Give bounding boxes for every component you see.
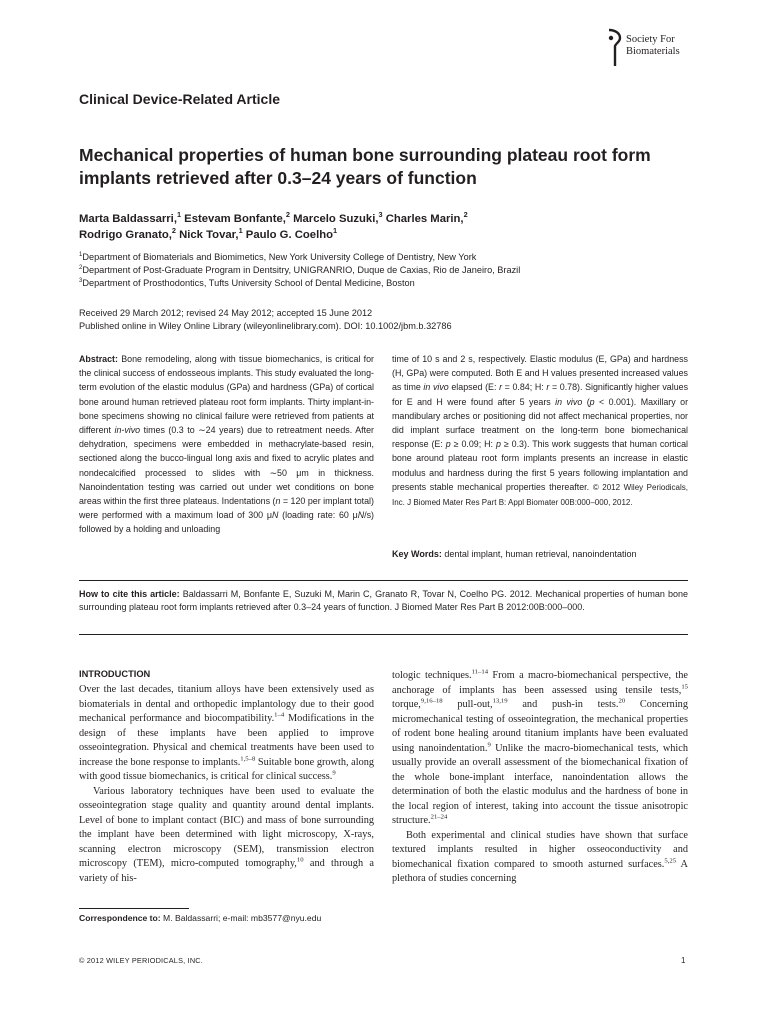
divider [79, 634, 688, 635]
author-name: Nick Tovar, [175, 229, 239, 241]
body-text: Over the last decades, titanium alloys have been extensively used as biomaterials in dental and orthopedic implantology due to their good mechanical performance and biocompatibility. [79, 684, 374, 724]
body-text: and through a variety of his- [79, 858, 374, 884]
article-category: Clinical Device-Related Article [79, 91, 281, 107]
society-for-biomaterials-logo [606, 28, 716, 70]
body-text: Various laboratory techniques have been used to evaluate the osseointegration stage quality and quantity around dental implants. Level of bone to implant contact (BIC) and mass of bone surrounding the implant have been determined with light microscopy, X-rays, scanning electron microscopy (SEM), transmission electron microscopy (TEM), micro-computed tomography, [79, 785, 374, 869]
abstract-italic: n [275, 496, 281, 507]
body-text: A plethora of studies concerning [392, 858, 688, 884]
abstract-text: time of 10 s and 2 s, respectively. Elastic modulus (E, GPa) and hardness (H, GPa) were computed. Both E and H values presented increased values as time [392, 354, 688, 393]
abstract-text: elapsed (E: [448, 382, 500, 393]
citation-ref: 5,25 [664, 857, 677, 865]
keywords-text: dental implant, human retrieval, nanoindentation [441, 549, 637, 559]
author-list [79, 211, 699, 243]
citation-ref: 9 [487, 741, 491, 749]
abstract-text: (loading rate: 60 μ [278, 510, 358, 521]
affiliation-number: 2 [79, 264, 83, 271]
author-affiliation-mark: 1 [176, 210, 182, 220]
logo-line-2: Biomaterials [626, 46, 680, 57]
affiliation-number: 1 [79, 251, 83, 258]
citation-ref: 11–14 [471, 668, 489, 676]
citation-ref: 9 [332, 769, 336, 777]
author-name: Rodrigo Granato, [79, 229, 172, 241]
body-text: and push-in tests. [507, 699, 619, 710]
citation-ref: 20 [618, 697, 626, 705]
body-text: Modifications in the design of these implants have been applied to improve osseointegration. Physical and chemical treatments have been used to increase the bone response to implants. [79, 713, 374, 768]
cite-text: Baldassarri M, Bonfante E, Suzuki M, Marin C, Granato R, Tovar N, Coelho PG. 2012. Mechanical properties of human bone surrounding plateau root form implants retrieved after 0.3–24 years of function. J Biomed Mater Res Part B 2012:00B:000–000. [79, 589, 688, 612]
abstract-column-left [79, 352, 374, 537]
author-name: Charles Marin, [382, 213, 464, 225]
correspondence-text: M. Baldassarri; e-mail: mb3577@nyu.edu [160, 913, 322, 923]
abstract-text: = 0.84; H: [502, 382, 547, 393]
abstract-text: ≥ 0.09; H: [450, 439, 496, 450]
body-paragraph [79, 683, 374, 785]
abstract-text: = 120 per implant total) were performed with a maximum load of 300 μ [79, 496, 374, 521]
body-paragraph [392, 829, 688, 887]
affiliation-list [79, 251, 699, 290]
article-title: Mechanical properties of human bone surrounding plateau root form implants retrieved after 0.3–24 years of function [79, 145, 651, 188]
keywords [392, 548, 688, 561]
body-text: Unlike the macro-biomechanical tests, which usually provide an overall assessment of the biomechanical fixation of the whole bone-implant interface, nanoindentation allows the determination of both the elastic modulus and the hardness of bone in the local region of interest, taking into account the tissue anisotropic structure. [392, 742, 688, 826]
cite-label: How to cite this article: [79, 589, 180, 599]
body-text: Both experimental and clinical studies have shown that surface textured implants resulted in higher osseoconductivity and biomechanical fixation compared to smooth asturned surfaces. [392, 829, 688, 870]
body-column-left [79, 683, 374, 886]
abstract-italic: N [271, 510, 279, 521]
received-dates: Received 29 March 2012; revised 24 May 2012; accepted 15 June 2012 [79, 308, 373, 318]
abstract-italic: r [499, 382, 503, 393]
affiliation-item [79, 264, 699, 277]
page-number: 1 [681, 956, 686, 965]
abstract-column-right [392, 352, 688, 510]
logo-line-1: Society For [626, 34, 675, 45]
abstract-text: < 0.001). Maxillary or mandibulary arches or positioning did not affect mechanical properties, nor did implant surface treatment on the long-term bone biomechanical response (E: [392, 396, 689, 450]
author-name: Paulo G. Coelho [242, 229, 334, 241]
abstract-label: Abstract: [79, 354, 118, 364]
affiliation-text: Department of Prosthodontics, Tufts University School of Dental Medicine, Boston [82, 278, 415, 288]
abstract-italic: p [589, 396, 595, 407]
abstract-text: = 0.78). Significantly higher values for E and H were found after 5 years [392, 382, 689, 407]
keywords-label: Key Words: [392, 549, 442, 559]
citation-ref: 1,5–8 [240, 755, 256, 763]
body-paragraph [392, 669, 688, 829]
body-column-right [392, 669, 688, 887]
abstract-italic: in vivo [555, 396, 583, 407]
body-text: tologic techniques. [392, 670, 472, 681]
abstract-text: ≥ 0.3). This work suggests that human cortical bone around plateau root form implants presents an increase in elastic modulus and hardness during the first 5 years following implantation and presents stable mechanical properties thereafter. [392, 439, 688, 492]
author-name: Marcelo Suzuki, [289, 213, 379, 225]
correspondence-label: Correspondence to: [79, 913, 161, 923]
author-affiliation-mark: 1 [238, 226, 243, 236]
body-text: From a macro-biomechanical perspective, the anchorage of implants has been assessed using tensile tests, [392, 670, 688, 696]
abstract-italic: in-vivo [114, 425, 141, 436]
how-to-cite [79, 588, 688, 614]
affiliation-item [79, 277, 699, 290]
section-heading-introduction: INTRODUCTION [79, 669, 151, 679]
footnote-divider [79, 908, 189, 909]
affiliation-number: 3 [79, 277, 83, 284]
citation-ref: 15 [681, 683, 688, 691]
author-affiliation-mark: 2 [463, 210, 468, 220]
body-text: Concerning micromechanical testing of osseointegration, the mechanical properties of rodent bone healing around titanium implants have been evaluated using nanoindentation. [392, 699, 688, 754]
correspondence [79, 913, 321, 923]
author-name: Marta Baldassarri, [79, 213, 177, 225]
author-affiliation-mark: 2 [285, 210, 290, 220]
affiliation-text: Department of Post-Graduate Program in Dentsitry, UNIGRANRIO, Duque de Caxias, Rio de Janeiro, Brazil [82, 265, 521, 275]
logo-mark-icon [606, 28, 624, 68]
abstract-text: /s) followed by a holding and unloading [79, 510, 374, 535]
body-text: pull-out, [442, 699, 493, 710]
abstract-text: times (0.3 to ∼24 years) due to retreatment needs. After dehydration, specimens were embedded in methacrylate-based resin, sectioned along the bucco-lingual long axis and fixed to acrylic plates and nondecalcified processed to slides with ∼50 μm in thickness. Nanoindentation testing was carried out under wet conditions on bone areas within the first three plateaus. Indentations ( [79, 425, 375, 507]
author-name: Estevam Bonfante, [181, 213, 286, 225]
author-affiliation-mark: 3 [378, 210, 383, 220]
citation-ref: 10 [296, 856, 304, 864]
abstract-citation: © 2012 Wiley Periodicals, Inc. J Biomed Mater Res Part B: Appl Biomater 00B:000–000, 2012. [392, 482, 689, 508]
author-line-1 [79, 211, 699, 227]
citation-ref: 1–4 [274, 711, 285, 719]
abstract-italic: r [546, 382, 550, 393]
body-text: torque, [392, 699, 421, 710]
citation-ref: 9,16–18 [420, 697, 443, 705]
abstract-text: ( [582, 396, 590, 407]
body-text: Suitable bone growth, along with good tissue biomechanics, is critical for clinical success. [79, 756, 375, 782]
divider [79, 580, 688, 581]
affiliation-item [79, 251, 699, 264]
abstract-italic: p [445, 439, 451, 450]
article-history [79, 307, 699, 333]
citation-ref: 13,19 [492, 697, 508, 705]
abstract-text: Bone remodeling, along with tissue biomechanics, is critical for the clinical success of endosseous implants. This study evaluated the long-term evolution of the elastic modulus (GPa) and hardness (GPa) of cortical bone around human retrieved plateau root form implants. Thirty implant-in-bone specimens showing no clinical failure were retrieved from patients at different [79, 354, 374, 436]
affiliation-text: Department of Biomaterials and Biomimetics, New York University College of Dentistry, New York [82, 252, 477, 262]
author-affiliation-mark: 2 [171, 226, 176, 236]
abstract-italic: N [357, 510, 365, 521]
abstract-italic: p [495, 439, 501, 450]
published-online: Published online in Wiley Online Library (wileyonlinelibrary.com). DOI: 10.1002/jbm.b.32786 [79, 321, 452, 331]
copyright-notice: © 2012 WILEY PERIODICALS, INC. [79, 956, 203, 965]
body-paragraph [79, 785, 374, 887]
citation-ref: 21–24 [430, 813, 448, 821]
author-line-2 [79, 227, 699, 243]
author-affiliation-mark: 1 [333, 226, 338, 236]
abstract-italic: in vivo [423, 382, 449, 393]
